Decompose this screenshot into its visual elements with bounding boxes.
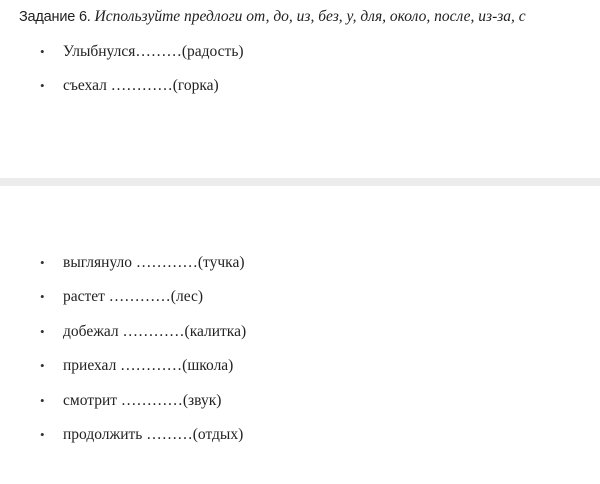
exercise-list-bottom (40, 252, 580, 458)
exercise-text: растет …………(лес) (63, 288, 204, 306)
list-item (40, 321, 580, 355)
bullet-icon: • (40, 44, 45, 59)
bullet-icon: • (40, 323, 45, 339)
page-divider (0, 178, 600, 186)
exercise-text: Улыбнулся………(радость) (63, 43, 244, 60)
list-item (40, 390, 580, 424)
task-instruction: Используйте предлоги (94, 8, 243, 25)
list-item (40, 252, 580, 286)
list-item (40, 41, 580, 75)
exercise-text: съехал …………(горка) (63, 77, 219, 95)
exercise-text: добежал …………(калитка) (63, 322, 247, 340)
bullet-icon: • (40, 289, 45, 305)
task-number: Задание 6. (19, 9, 91, 25)
list-item (40, 286, 580, 320)
list-item (40, 75, 580, 109)
exercise-text: продолжить ………(отдых) (63, 425, 244, 443)
list-item (40, 424, 580, 458)
exercise-text: выглянуло …………(тучка) (63, 254, 245, 271)
bullet-icon: • (40, 78, 45, 94)
task-prepositions: от, до, из, без, у, для, около, после, из-за, с (246, 8, 526, 25)
page-fragment-top (0, 0, 600, 178)
bullet-icon: • (40, 426, 45, 442)
exercise-list-top (40, 41, 580, 110)
exercise-text: приехал …………(школа) (63, 357, 234, 375)
exercise-text: смотрит …………(звук) (63, 391, 222, 409)
list-item (40, 355, 580, 389)
bullet-icon: • (40, 358, 45, 374)
task-heading (19, 8, 526, 26)
bullet-icon: • (40, 255, 45, 270)
bullet-icon: • (40, 392, 45, 408)
